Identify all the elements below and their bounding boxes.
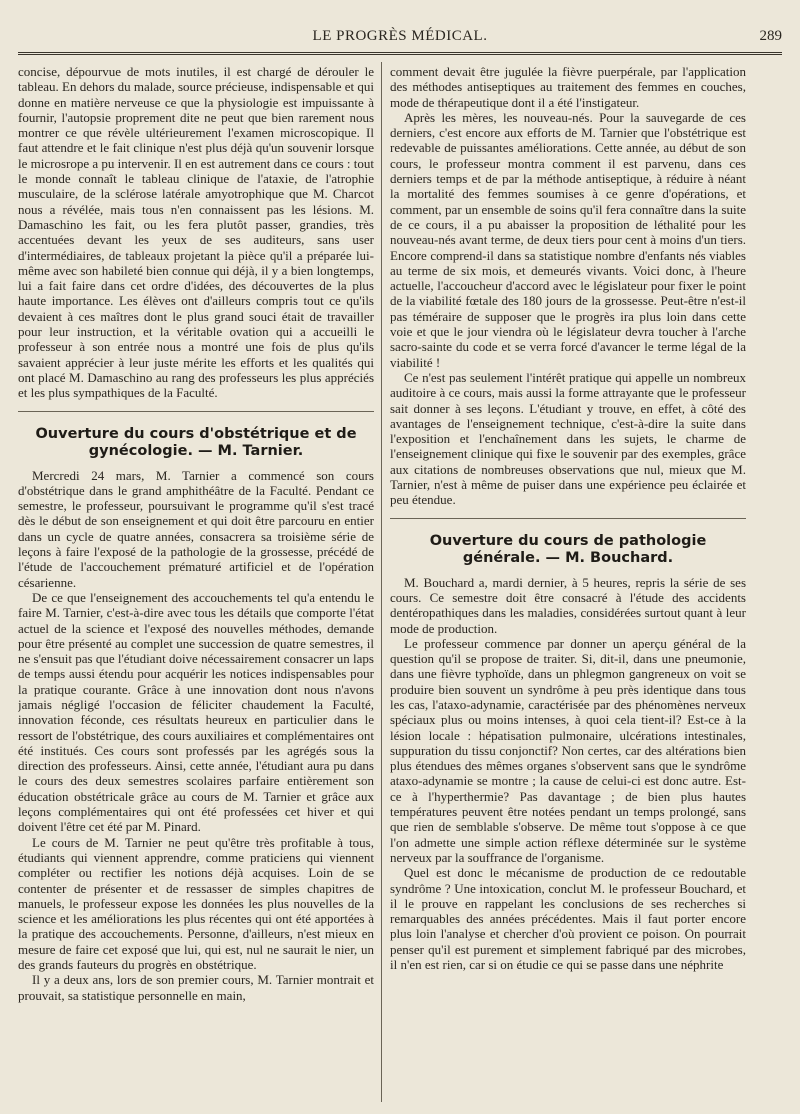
left-column [18, 64, 374, 1104]
paragraph: Mercredi 24 mars, M. Tarnier a commencé son cours d'obstétrique dans le grand amphithéâtre de la Faculté. Pendant ce semestre, le professeur, poursuivant le programme qu'il s'est tracé dès le début de son enseignement et qui doit être parcouru en entier dans un cycle de quatre années, consacrera sa troisième série de leçons à faire l'exposé de la pathologie de la grossesse, précédé de l'étude de l'accouchement prématuré artificiel et de l'opération césarienne. [18, 467, 374, 590]
journal-title: LE PROGRÈS MÉDICAL. [312, 28, 488, 44]
paragraph: comment devait être jugulée la fièvre puerpérale, par l'application des méthodes antiseptiques au traitement des femmes en couches, mode de thérapeutique dont il a été l'instigateur. [390, 64, 746, 110]
paragraph: Le cours de M. Tarnier ne peut qu'être très profitable à tous, étudiants qui viennent apprendre, comme praticiens qui viennent compléter ou rectifier les notions déjà acquises. Loin de se contenter de présenter et de ressasser de simples chapitres de manuels, le professeur expose les données les plus nouvelles de la science et les améliorations les plus récentes qui ont été apportées à la pratique des accouchements. Personne, d'ailleurs, n'est mieux en mesure de faire cet exposé que lui, qui est, nul ne saurait le nier, un des grands fauteurs du progrès en obstétrique. [18, 834, 374, 973]
page-number: 289 [759, 28, 782, 44]
paragraph: De ce que l'enseignement des accouchements tel qu'a entendu le faire M. Tarnier, c'est-à-dire avec tous les détails que comporte l'état actuel de la science et l'exposé des nouvelles méthodes, demande pour être présenté au complet une succession de quatre semestres, il ne s'ensuit pas que l'étudiant doive nécessairement consacrer un laps de temps aussi étendu pour acquérir les notices indispensables pour la pratique courante. Grâce à une innovation dont nous n'avons jamais négligé l'occasion de féliciter chaudement la Faculté, innovation féconde, ces résultats heureux en particulier dans le ressort de l'obstétrique, des cours auxiliaires et complémentaires ont été institués. Ces cours sont professés par les agrégés sous la direction des professeurs. Ainsi, cette année, l'étudiant aura pu dans le cours des deux semestres scolaires parfaire entièrement son éducation obstétricale grâce au cours de M. Tarnier et grâce aux leçons complémentaires qui ont été professées cet hiver et qui doivent l'être cet été par M. Pinard. [18, 589, 374, 835]
paragraph: Après les mères, les nouveau-nés. Pour la sauvegarde de ces derniers, c'est encore aux efforts de M. Tarnier que l'obstétrique est redevable de puissantes améliorations. Cette année, au début de son cours, le professeur montra comment il est parvenu, dans ces derniers temps et de par la méthode antiseptique, à réduire à néant la mortalité des femmes soumises à ce genre d'opérations, et comment, par un ensemble de soins qu'il fera connaître dans la suite de ce cours, il a pu abaisser la proposition de léthalité pour les nouveau-nés avant terme, de deux tiers pour cent à moins d'un tiers. Encore comprend-il dans sa statistique nombre d'enfants nés viables au terme de six mois, et demeurés vivants. Voici donc, à l'heure actuelle, l'accoucheur d'accord avec le législateur pour fixer le point de la viabilité fœtale des 180 jours de la grossesse. Peut-être n'est-il pas téméraire de supposer que le progrès ira plus loin dans cette voie et que le jour viendra où le législateur devra toucher à l'arche sacro-sainte du code et se verra forcé d'avancer le terme légal de la viabilité ! [390, 109, 746, 370]
paragraph: concise, dépourvue de mots inutiles, il est chargé de dérouler le tableau. En dehors du malade, source précieuse, indispensable et qui donne en matière nerveuse ce que la physiologie est impuissante à fournir, l'autopsie proprement dite ne peut que bien rarement nous montrer ce que révèle ultérieurement l'examen microscopique. Il faut attendre et le fait clinique n'est plus déjà qu'un souvenir lorsque le microsrope a pu intervenir. Il en est autrement dans ce cours : tout le monde connaît le tableau clinique de l'ataxie, de l'atrophie musculaire, de la sclérose latérale amyotrophique que M. Charcot nous a révélée, mais tous n'en connaissent pas les lésions. M. Damaschino les fait, ou les fera plutôt passer, grandies, très accentuées devant les yeux de ses auditeurs, sans user d'intermédiaires, de tableaux projetant la pièce qu'il a préparée lui-même avec son habileté bien connue qui déjà, il y a bien longtemps, lui a fait faire dans cet ordre d'idées, des découvertes de la plus haute importance. Les élèves ont d'ailleurs compris tout ce qu'ils devaient à ces maîtres dont le plus grand souci était de travailler pour leur instruction, et la véritable ovation qui a accueilli le professeur à son entrée nous a montré une fois de plus qu'ils savaient apprécier à leur juste mérite les efforts et les qualités qui ont placé M. Damaschino au rang des professeurs les plus appréciés et les plus sympathiques de la Faculté. [18, 64, 374, 401]
section-divider [18, 411, 374, 412]
section-heading-obstetrique: Ouverture du cours d'obstétrique et de gynécologie. — M. Tarnier. [35, 425, 357, 459]
paragraph: Quel est donc le mécanisme de production de ce redoutable syndrôme ? Une intoxication, conclut M. le professeur Bouchard, et il le prouve en rappelant les conclusions de ses recherches si remarquables des années précédentes. Mais il faut porter encore plus loin l'analyse et chercher d'où provient ce poison. On pourrait penser qu'il est purement et simplement fabriqué par des microbes, il n'en est rien, car si on étudie ce qui se passe dans une néphrite [390, 865, 746, 973]
column-divider [381, 62, 382, 1102]
paragraph: Le professeur commence par donner un aperçu général de la question qu'il se propose de traiter. Si, dit-il, dans une pneumonie, dans une fièvre typhoïde, dans un phlegmon gangreneux on voit se produire bien souvent un syndrôme à peu près identique dans tous les cas, l'ataxo-adynamie, caractérisée par des phénomènes nerveux spéciaux plus ou moins intenses, à quoi cela tient-il? Est-ce à la lésion locale : hépatisation pulmonaire, ulcérations intestinales, suppuration du tissu conjonctif? Non certes, car des altérations bien plus étendues des mêmes organes s'observent sans que le syndrôme ataxo-adynamie se montre ; la cause de celui-ci est donc autre. Est-ce à l'hyperthermie? Pas davantage ; de bien plus hautes températures peuvent être notées pendant un temps prolongé, sans que rien de semblable s'observe. De même tout s'oppose à ce que l'on admette une simple action réflexe déterminée sur le système nerveux par la souffrance de l'organisme. [390, 635, 746, 865]
paragraph: Ce n'est pas seulement l'intérêt pratique qui appelle un nombreux auditoire à ce cours, mais aussi la forme attrayante que le professeur sait donner à ses leçons. L'étudiant y trouve, en effet, à côté des avantages de l'enseignement technique, c'est-à-dire la suite dans l'exposition et l'enchaînement dans les sujets, le charme de l'enseignement clinique qui fixe le souvenir par des exemples, grâce aux citations de nombreuses observations que nul, mieux que M. Tarnier, n'est à même de puiser dans une expérience peu éclairée et peu étendue. [390, 369, 746, 508]
paragraph: M. Bouchard a, mardi dernier, à 5 heures, repris la série de ses cours. Ce semestre doit être consacré à l'étude des accidents dentéropathiques dans les maladies, considérées surtout quant à leur mode de production. [390, 574, 746, 636]
section-divider [390, 518, 746, 519]
page-header [18, 24, 782, 55]
right-column [390, 64, 746, 1104]
paragraph: Il y a deux ans, lors de son premier cours, M. Tarnier montrait et prouvait, sa statistique personnelle en main, [18, 972, 374, 1003]
section-heading-pathologie: Ouverture du cours de pathologie générale. — M. Bouchard. [429, 532, 707, 566]
